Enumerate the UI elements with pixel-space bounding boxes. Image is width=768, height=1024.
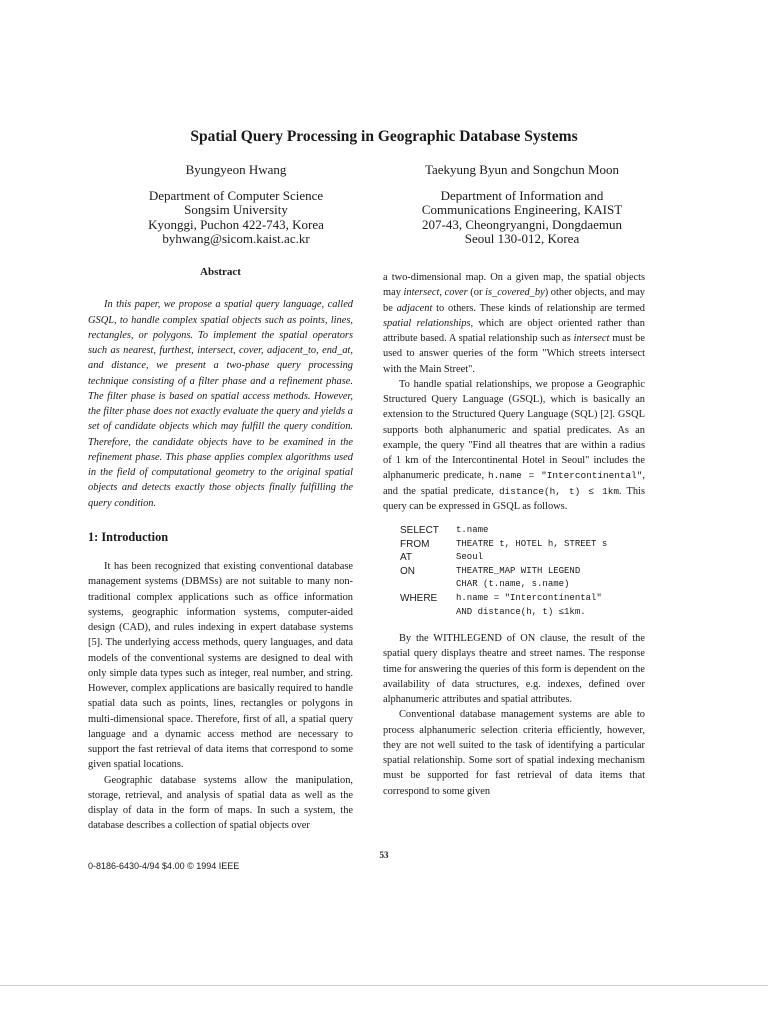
copyright-footer: 0-8186-6430-4/94 $4.00 © 1994 IEEE bbox=[88, 861, 240, 871]
intro-paragraph: It has been recognized that existing conventional database management systems (DBMSs) are not suitable to many non-traditional complex applications such as office information systems, geographic information systems, computer-aided design (CAD), and rules indexing in expert database systems [5]. The underlying access methods, query languages, and data models of the conventional systems are designed to deal with only simple data types such as integer, real number, and string. However, complex applications are basically required to handle spatial data such as points, lines, rectangles or polygons in multi-dimensional space. Therefore, first of all, a spatial query language and a dynamic access method are necessary to support the fast retrieval of data items that correspond to some given spatial locations. bbox=[88, 561, 353, 771]
author-block-left bbox=[86, 163, 386, 246]
intro-paragraph: Geographic database systems allow the manipulation, storage, retrieval, and analysis of spatial data as well as the display of data in the form of maps. In such a system, the database describes a collection of spatial objects over bbox=[88, 774, 353, 832]
section-heading: 1: Introduction bbox=[88, 529, 169, 544]
author-name: Taekyung Byun and Songchun Moon bbox=[424, 162, 620, 177]
abstract-heading: Abstract bbox=[200, 266, 241, 278]
author-email: byhwang@sicom.kaist.ac.kr bbox=[162, 230, 310, 246]
right-column bbox=[383, 270, 645, 799]
body-paragraph: a two-dimensional map. On a given map, the spatial objects may intersect, cover (or is_covered_by) other objects, and may be adjacent to others. These kinds of relationship are termed spatial relationships, which are object oriented rather than attribute based. A spatial relationship such as intersect must be used to answer queries of the form "Which streets intersect with the Main Street". bbox=[383, 272, 646, 375]
query-line: AND distance(h, t) ≤1km. bbox=[456, 606, 586, 617]
gsql-query-listing bbox=[400, 524, 645, 619]
affiliation-line: Communications Engineering, KAIST bbox=[421, 202, 623, 218]
query-line: CHAR (t.name, s.name) bbox=[456, 579, 570, 590]
abstract-text: In this paper, we propose a spatial query language, called GSQL, to handle complex spatial objects such as points, lines, rectangles, or polygons. To implement the spatial operators such as nearest, furthest, intersect, cover, adjacent_to, end_at, and distance, we present a two-phase query processing technique consisting of a filter phase and a refinement phase. The filter phase is based on spatial access methods. However, the filter phase does not exactly evaluate the query and yields a set of candidate objects which may fulfill the query condition. Therefore, the candidate objects have to be examined in the refinement phase. This phase applies complex algorithms used in the field of computational geometry to the original spatial objects and detects exactly those objects finally fulfilling the query condition. bbox=[88, 299, 353, 509]
body-paragraph: Conventional database management systems are able to process alphanumeric selection criteria efficiently, however, they are not well suited to the task of identifying a particular spatial relationship. Some sort of spatial indexing mechanism must be supported for fast retrieval of data items that correspond to some given bbox=[383, 709, 645, 797]
author-name: Byungyeon Hwang bbox=[185, 162, 287, 177]
left-column bbox=[88, 265, 353, 834]
affiliation-line: Department of Computer Science bbox=[148, 188, 324, 204]
query-line: FROM THEATRE t, HOTEL h, STREET s bbox=[400, 538, 608, 550]
query-line: SELECT t.name bbox=[400, 525, 489, 536]
affiliation-line: Department of Information and bbox=[440, 188, 604, 204]
body-paragraph: To handle spatial relationships, we propose a Geographic Structured Query Language (GSQL), which is basically an extension to the Structured Query Language (SQL) [2]. GSQL supports both alphanumeric and spatial predicates. As an example, the query "Find all theatres that are within a radius of 1 km of the Intercontinental Hotel in Seoul" includes the alphanumeric predicate, h.name = "Intercontinental", and the spatial predicate, distance(h, t) ≤ 1km. This query can be expressed in GSQL as follows. bbox=[383, 378, 645, 512]
affiliation-line: Kyonggi, Puchon 422-743, Korea bbox=[148, 216, 324, 232]
author-block-right bbox=[362, 163, 682, 246]
body-paragraph: By the WITHLEGEND of ON clause, the result of the spatial query displays theatre and street names. The response time for answering the queries of this form is dependent on the availability of data structures, e.g. indexes, defined over alphanumeric attributes and spatial attributes. bbox=[383, 633, 645, 706]
affiliation-line: Seoul 130-012, Korea bbox=[464, 230, 580, 246]
query-line: ON THEATRE_MAP WITH LEGEND bbox=[400, 565, 581, 577]
affiliation-line: 207-43, Cheongryangni, Dongdaemun bbox=[421, 216, 623, 232]
query-line: AT Seoul bbox=[400, 552, 484, 564]
page-number: 53 bbox=[379, 850, 389, 860]
scan-edge-line bbox=[0, 985, 768, 986]
query-line: WHERE h.name = "Intercontinental" bbox=[400, 592, 602, 604]
affiliation-line: Songsim University bbox=[184, 202, 288, 218]
paper-title: Spatial Query Processing in Geographic Database Systems bbox=[190, 128, 578, 145]
